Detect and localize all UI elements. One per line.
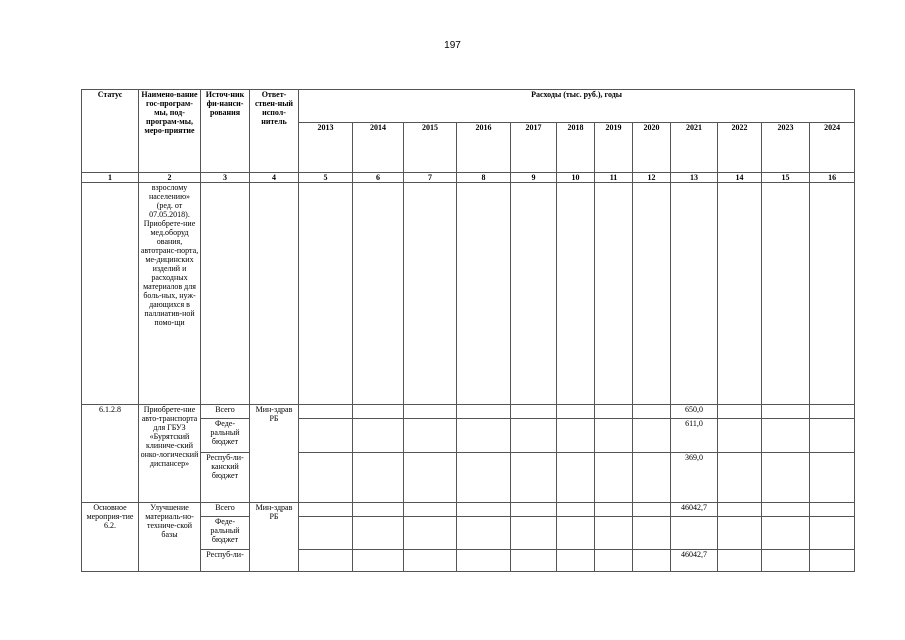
table-row (82, 503, 855, 517)
value-2021 (671, 517, 718, 550)
row-status: 6.1.2.8 (82, 405, 139, 503)
column-number: 3 (201, 173, 250, 183)
column-number: 13 (671, 173, 718, 183)
header-executor: Ответ-ствен-ный испол-нитель (250, 90, 299, 173)
column-number: 7 (404, 173, 457, 183)
row-status: Основное мероприя-тие 6.2. (82, 503, 139, 572)
header-year: 2014 (353, 123, 404, 173)
budget-table (81, 89, 855, 572)
value-2021: 650,0 (671, 405, 718, 419)
header-year: 2024 (810, 123, 855, 173)
column-number: 15 (762, 173, 810, 183)
value-2021: 46042,7 (671, 503, 718, 517)
column-number: 6 (353, 173, 404, 183)
column-number: 11 (595, 173, 633, 183)
row-source: Феде-ральный бюджет (201, 419, 250, 453)
table-row (82, 183, 855, 405)
row-source: Всего (201, 503, 250, 517)
header-year: 2019 (595, 123, 633, 173)
column-number: 14 (718, 173, 762, 183)
header-name: Наимено-вание гос-програм-мы, под-програм-мы, меро-приятие (139, 90, 201, 173)
column-number: 12 (633, 173, 671, 183)
header-year: 2015 (404, 123, 457, 173)
column-number: 8 (457, 173, 511, 183)
column-number: 10 (557, 173, 595, 183)
header-year: 2022 (718, 123, 762, 173)
row-executor: Мин-здрав РБ (250, 405, 299, 503)
column-number: 9 (511, 173, 557, 183)
header-expenses: Расходы (тыс. руб.), годы (299, 90, 855, 123)
row-source: Всего (201, 405, 250, 419)
header-year: 2021 (671, 123, 718, 173)
column-number: 2 (139, 173, 201, 183)
header-year: 2016 (457, 123, 511, 173)
page-number: 197 (444, 40, 461, 51)
row-executor: Мин-здрав РБ (250, 503, 299, 572)
table-row (82, 405, 855, 419)
header-source: Источ-ник фи-нанси-рования (201, 90, 250, 173)
row-name: Улучшение материаль-но-техниче-ской базы (139, 503, 201, 572)
header-year: 2013 (299, 123, 353, 173)
header-year: 2017 (511, 123, 557, 173)
value-2021: 369,0 (671, 453, 718, 503)
header-year: 2023 (762, 123, 810, 173)
value-2021: 611,0 (671, 419, 718, 453)
header-status: Статус (82, 90, 139, 173)
column-number: 5 (299, 173, 353, 183)
row-name: Приобрете-ние авто-транспорта для ГБУЗ «Бурятский клиниче-ский онко-логический диспансер» (139, 405, 201, 503)
row-source: Респуб-ли-канский бюджет (201, 453, 250, 503)
column-number: 16 (810, 173, 855, 183)
value-2021: 46042,7 (671, 550, 718, 572)
row-source: Феде-ральный бюджет (201, 517, 250, 550)
row-name: взрослому населению» (ред. от 07.05.2018). Приобрете-ние мед.оборуд ования, автотранс-порта, ме-дицинских изделий и расходных материалов для боль-ных, нуж-дающихся в паллиатив-ной помо-щи (139, 183, 201, 405)
header-year: 2020 (633, 123, 671, 173)
column-number: 4 (250, 173, 299, 183)
row-source: Респуб-ли- (201, 550, 250, 572)
header-year: 2018 (557, 123, 595, 173)
column-number: 1 (82, 173, 139, 183)
